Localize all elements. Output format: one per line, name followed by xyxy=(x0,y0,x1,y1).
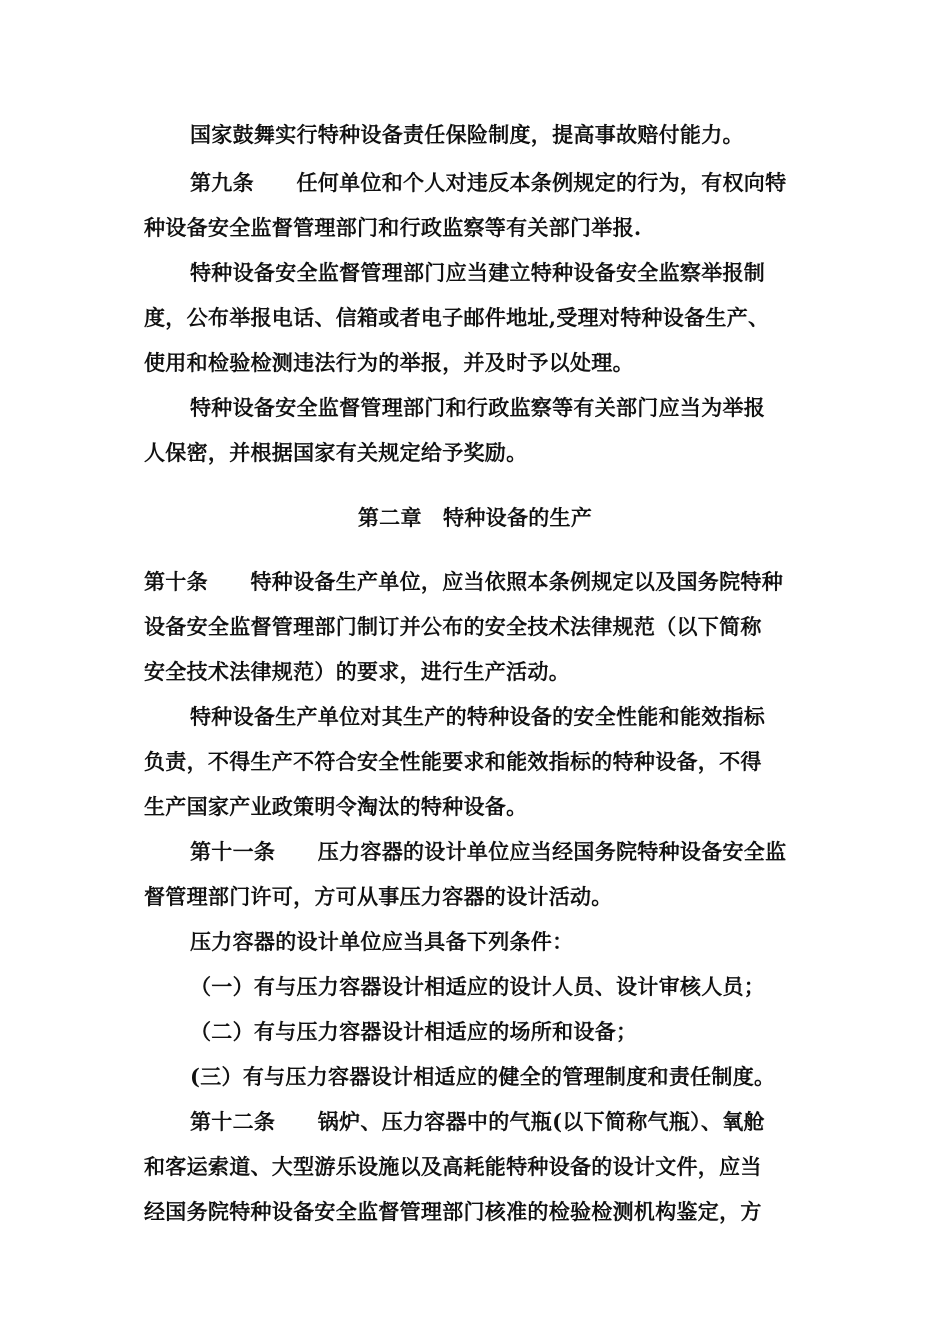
article-12-heading-line: 第十二条 锅炉、压力容器中的气瓶(以下简称气瓶）、氧舱 xyxy=(190,1109,765,1134)
paragraph-line: 种设备安全监督管理部门和行政监察等有关部门举报. xyxy=(144,215,642,240)
list-item-1: （一）有与压力容器设计相适应的设计人员、设计审核人员； xyxy=(190,974,766,999)
paragraph-line: 经国务院特种设备安全监督管理部门核准的检验检测机构鉴定，方 xyxy=(144,1199,762,1224)
chapter-2-title: 第二章 特种设备的生产 xyxy=(357,505,593,530)
list-item-2: （二）有与压力容器设计相适应的场所和设备； xyxy=(190,1019,638,1044)
paragraph-line: 安全技术法律规范）的要求，进行生产活动。 xyxy=(144,659,570,684)
paragraph-line: 设备安全监督管理部门制订并公布的安全技术法律规范（以下简称 xyxy=(144,614,762,639)
paragraph-line: 生产国家产业政策明令淘汰的特种设备。 xyxy=(144,794,528,819)
paragraph-line: 特种设备安全监督管理部门和行政监察等有关部门应当为举报 xyxy=(190,395,766,420)
paragraph-line: 压力容器的设计单位应当具备下列条件： xyxy=(190,929,574,954)
paragraph-line: 负责，不得生产不符合安全性能要求和能效指标的特种设备，不得 xyxy=(144,749,762,774)
paragraph-line: 特种设备生产单位对其生产的特种设备的安全性能和能效指标 xyxy=(190,704,766,729)
article-11-heading-line: 第十一条 压力容器的设计单位应当经国务院特种设备安全监 xyxy=(190,839,787,864)
article-9-heading-line: 第九条 任何单位和个人对违反本条例规定的行为，有权向特 xyxy=(190,170,787,195)
paragraph-line: 特种设备安全监督管理部门应当建立特种设备安全监察举报制 xyxy=(190,260,766,285)
paragraph-line: 人保密，并根据国家有关规定给予奖励。 xyxy=(144,440,528,465)
list-item-3: (三）有与压力容器设计相适应的健全的管理制度和责任制度。 xyxy=(190,1064,776,1089)
paragraph-line: 督管理部门许可，方可从事压力容器的设计活动。 xyxy=(144,884,613,909)
paragraph-line: 国家鼓舞实行特种设备责任保险制度，提高事故赔付能力。 xyxy=(190,122,744,147)
paragraph-line: 和客运索道、大型游乐设施以及高耗能特种设备的设计文件，应当 xyxy=(144,1154,762,1179)
paragraph-line: 度，公布举报电话、信箱或者电子邮件地址,受理对特种设备生产、 xyxy=(144,305,770,330)
article-10-heading-line: 第十条 特种设备生产单位，应当依照本条例规定以及国务院特种 xyxy=(144,569,783,594)
paragraph-line: 使用和检验检测违法行为的举报，并及时予以处理。 xyxy=(144,350,634,375)
